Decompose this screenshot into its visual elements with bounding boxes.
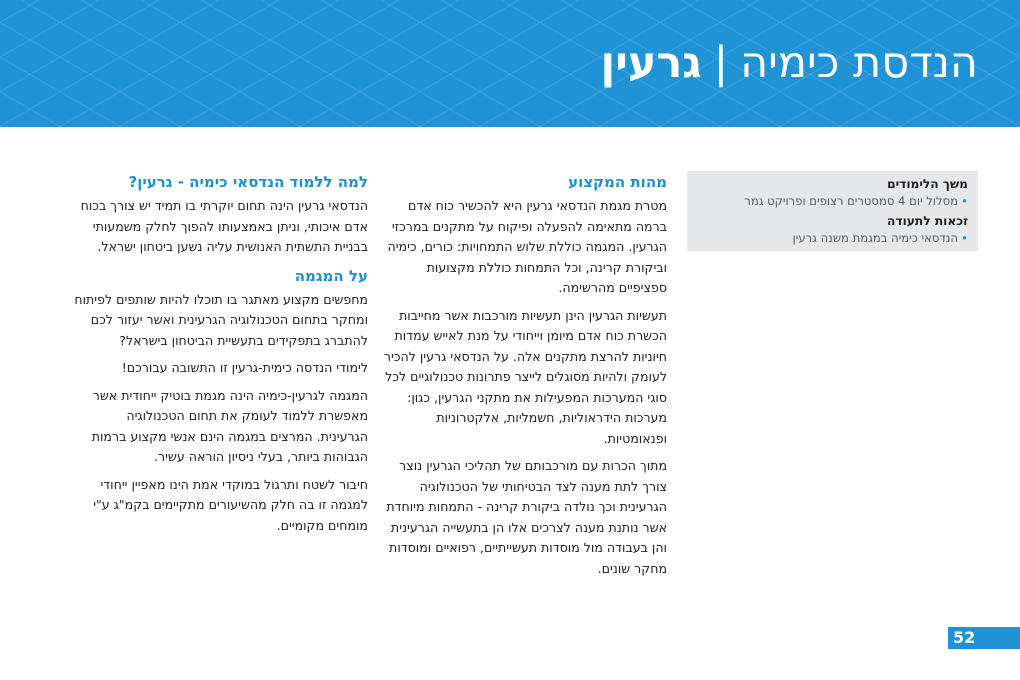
profession-heading: מהות המקצוע (568, 173, 667, 191)
about-track-paragraph: מחפשים מקצוע מאתגר בו תוכלו להיות שותפים לפיתוח ומחקר בתחום הטכנולוגיה הגרעינית ואשר יעזור לכם להתברג בתפקידים בתעשיית הביטחון בישראל? (74, 291, 368, 348)
header-banner (0, 0, 1020, 127)
about-track-paragraph: חיבור לשטח ותרגול במוקדי אמת הינו מאפיין ייחודי למגמה זו בה חלק מהשיעורים מתקיימים בקמ"ג ע"י מומחים מקומיים. (93, 476, 368, 533)
credential-item: • הנדסאי כימיה במגמת משנה גרעין (695, 230, 968, 247)
page-number: 52 (948, 627, 1020, 649)
why-study-column (72, 172, 368, 543)
credential-heading: זכאות לתעודה (887, 214, 968, 228)
title-strong: גרעין (600, 38, 702, 88)
about-track-paragraph: המגמה לגרעין-כימיה הינה מגמת בוטיק ייחודית אשר מאפשרת ללמוד לעומק את תחום הטכנולוגיה הגרעינית. המרצים במגמה הינם אנשי מקצוע ברמות הגבוהות ביותר, בעלי ניסיון הוראה עשיר. (91, 387, 368, 464)
duration-list (695, 193, 968, 210)
about-track-paragraph: לימודי הנדסה כימית-גרעין זו התשובה עבורכם! (121, 360, 368, 375)
why-study-paragraph: הנדסאי גרעין הינה תחום יוקרתי בו תמיד יש צורך בכוח אדם איכותי, וניתן באמצעותו להפוך לחלק משמעותי בבניית התשתית האנושית עליה נשען ביטחון ישראל. (80, 198, 368, 254)
program-info-box (687, 171, 978, 251)
page-title (600, 34, 978, 92)
profession-paragraph: מתוך הכרות עם מורכבותם של תהליכי הגרעין נוצר צורך לתת מענה לצד הבטיחותי של הטכנולוגיה הגרעינית וכך נולדה ביקורת קרינה - התמחות מיוחדת אשר נותנת מענה לצרכים אלו הן בתעשייה הגרעינית והן בעבודה מול מוסדות תעשייתיים, רפואיים ומוסדות מחקר שונים. (386, 458, 667, 576)
title-separator: | (713, 38, 729, 88)
profession-paragraph: מטרת מגמת הנדסאי גרעין היא להכשיר כוח אדם ברמה מתאימה להפעלה ופיקוח על מתקנים במרכזי הגרעין. המגמה כוללת שלוש התמחויות: כורים, כימיה וביקורת קרינה, וכל התמחות כוללת מקצועות ספציפיים מהרשימה. (387, 198, 667, 295)
about-track-heading: על המגמה (294, 266, 368, 285)
profession-paragraph: תעשיות הגרעין הינן תעשיות מורכבות אשר מחייבות הכשרת כוח אדם מיומן וייחודי על מנת לאייש עמדות חיוניות להרצת מתקנים אלה. על הנדסאי גרעין להכיר לעומק ולהיות מסוגלים לייצר פתרונות טכנולוגיים לכל סוגי המערכות המפעילות את מתקני הגרעין, כגון: מערכות הידראוליות, חשמליות, אלקטרוניות ופנאומטיות. (383, 307, 667, 446)
credential-list (695, 230, 968, 247)
profession-column (383, 172, 667, 586)
duration-heading: משך הלימודים (887, 177, 968, 191)
why-study-heading: למה ללמוד הנדסאי כימיה - גרעין? (128, 173, 368, 191)
duration-item: • מסלול יום 4 סמסטרים רצופים ופרויקט גמר (695, 193, 968, 210)
title-light: הנדסת כימיה (740, 38, 978, 88)
